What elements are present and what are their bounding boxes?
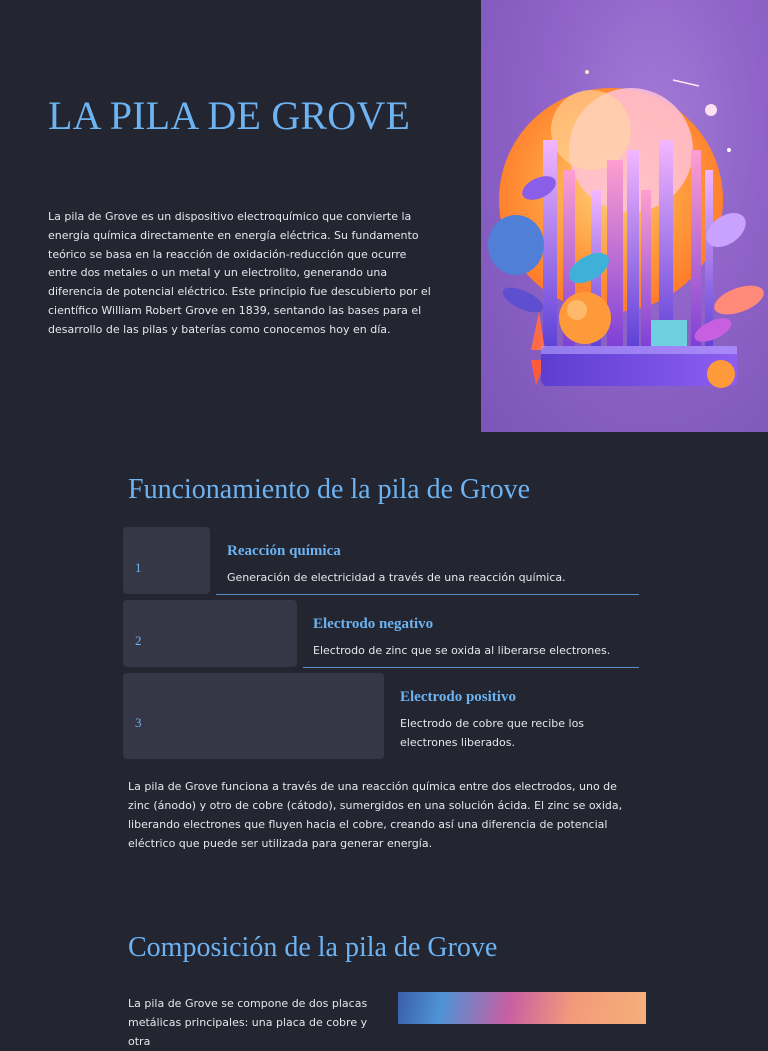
functioning-paragraph: La pila de Grove funciona a través de una reacción química entre dos electrodos, uno de zinc (ánodo) y otro de cobre (cátodo), sumergidos en una solución ácida. El zinc se oxida, liberando electrones que fluyen hacia el cobre, creando así una diferencia de potencial eléctrico que puede ser utilizada para generar energía.: [128, 780, 623, 850]
step-description: Electrodo de zinc que se oxida al liberarse electrones.: [313, 644, 611, 657]
step-number: 2: [135, 633, 142, 648]
step-description: Electrodo de cobre que recibe los electrones liberados.: [400, 717, 585, 749]
step-number: 1: [135, 560, 142, 575]
composition-paragraph: La pila de Grove se compone de dos placas metálicas principales: una placa de cobre y otra: [128, 997, 368, 1048]
step-number-box: [123, 527, 210, 594]
intro-paragraph: La pila de Grove es un dispositivo electroquímico que convierte la energía química directamente en energía eléctrica. Su fundamento teórico se basa en la reacción de oxidación-reducción que ocurre entre dos metales o un metal y un electrolito, generando una diferencia de potencial eléctrico. Este principio fue descubierto por el científico William Robert Grove en 1839, sentando las bases para el desarrollo de las pilas y baterías como conocemos hoy en día.: [48, 210, 431, 336]
step-title: Electrodo positivo: [400, 689, 516, 705]
step-description: Generación de electricidad a través de una reacción química.: [227, 571, 566, 584]
step-divider: [216, 594, 639, 595]
step-number-box: [123, 600, 297, 667]
step-divider: [303, 667, 639, 668]
section-title-functioning: Funcionamiento de la pila de Grove: [128, 474, 530, 505]
step-number-box: [123, 673, 384, 759]
section-title-composition: Composición de la pila de Grove: [128, 932, 498, 963]
page-title: LA PILA DE GROVE: [48, 93, 411, 138]
step-title: Electrodo negativo: [313, 616, 434, 632]
step-number: 3: [135, 715, 142, 730]
composition-image: [398, 992, 646, 1024]
hero-illustration: [481, 0, 768, 432]
step-title: Reacción química: [227, 543, 341, 559]
